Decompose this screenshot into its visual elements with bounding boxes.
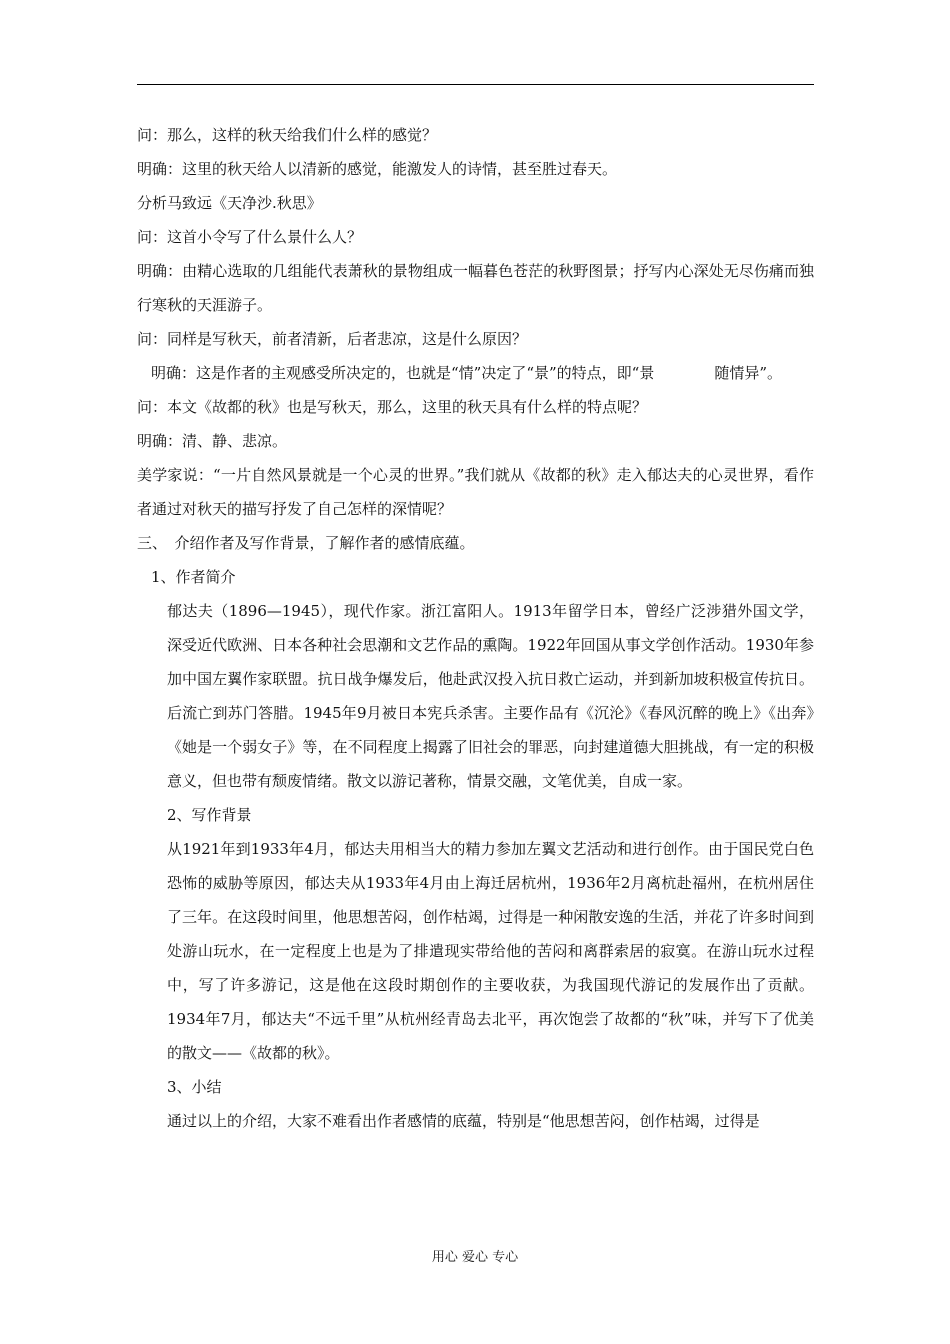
paragraph-aesthetician-quote: 美学家说：“一片自然风景就是一个心灵的世界。”我们就从《故都的秋》走入郁达夫的心灵世界，看作者通过对秋天的描写抒发了自己怎样的深情呢？ (137, 466, 814, 518)
document-body (137, 118, 814, 1138)
paragraph-answer-scene: 明确：由精心选取的几组能代表萧秋的景物组成一幅暮色苍茫的秋野图景；抒写内心深处无尽伤痛而独行寒秋的天涯游子。 (137, 262, 814, 314)
paragraph-author-bio: 郁达夫（1896—1945），现代作家。浙江富阳人。1913年留学日本，曾经广泛涉猎外国文学，深受近代欧洲、日本各种社会思潮和文艺作品的熏陶。1922年回国从事文学创作活动。1930年参加中国左翼作家联盟。抗日战争爆发后，他赴武汉投入抗日救亡运动，并到新加坡积极宣传抗日。后流亡到苏门答腊。1945年9月被日本宪兵杀害。主要作品有《沉沦》《春风沉醉的晚上》《出奔》《她是一个弱女子》等，在不同程度上揭露了旧社会的罪恶，向封建道德大胆挑战，有一定的积极意义，但也带有颓废情绪。散文以游记著称，情景交融，文笔优美，自成一家。 (167, 602, 814, 790)
paragraph-answer-feeling: 明确：这里的秋天给人以清新的感觉，能激发人的诗情，甚至胜过春天。 (137, 160, 618, 178)
paragraph-question-reason: 问：同样是写秋天，前者清新，后者悲凉，这是什么原因？ (137, 330, 528, 348)
paragraph-background: 从1921年到1933年4月，郁达夫用相当大的精力参加左翼文艺活动和进行创作。由于国民党白色恐怖的威胁等原因，郁达夫从1933年4月由上海迁居杭州，1936年2月离杭赴福州，在杭州居住了三年。在这段时间里，他思想苦闷，创作枯竭，过得是一种闲散安逸的生活，并花了许多时间到处游山玩水，在一定程度上也是为了排遣现实带给他的苦闷和离群索居的寂寞。在游山玩水过程中，写了许多游记，这是他在这段时期创作的主要收获，为我国现代游记的发展作出了贡献。1934年7月，郁达夫“不远千里”从杭州经青岛去北平，再次饱尝了故都的“秋”味，并写下了优美的散文——《故都的秋》。 (167, 840, 814, 1062)
header-rule (137, 84, 814, 85)
subheading-author-intro: 1、作者简介 (151, 568, 236, 586)
paragraph-question-features: 问：本文《故都的秋》也是写秋天，那么，这里的秋天具有什么样的特点呢？ (137, 398, 648, 416)
paragraph-analysis-heading: 分析马致远《天净沙.秋思》 (137, 194, 322, 212)
paragraph-question-scene: 问：这首小令写了什么景什么人？ (137, 228, 363, 246)
paragraph-question-feeling: 问：那么，这样的秋天给我们什么样的感觉？ (137, 126, 438, 144)
section-heading-three: 三、 介绍作者及写作背景，了解作者的感情底蕴。 (137, 534, 475, 552)
paragraph-summary: 通过以上的介绍，大家不难看出作者感情的底蕴，特别是“他思想苦闷，创作枯竭，过得是 (167, 1112, 760, 1130)
paragraph-answer-reason: 明确：这是作者的主观感受所决定的，也就是“情”决定了“景”的特点，即“景 随情异”。 (151, 364, 783, 382)
page-footer: 用心 爱心 专心 (431, 1250, 519, 1265)
subheading-background: 2、写作背景 (167, 806, 252, 824)
paragraph-answer-features: 明确：清、静、悲凉。 (137, 432, 288, 450)
subheading-summary: 3、小结 (167, 1078, 222, 1096)
